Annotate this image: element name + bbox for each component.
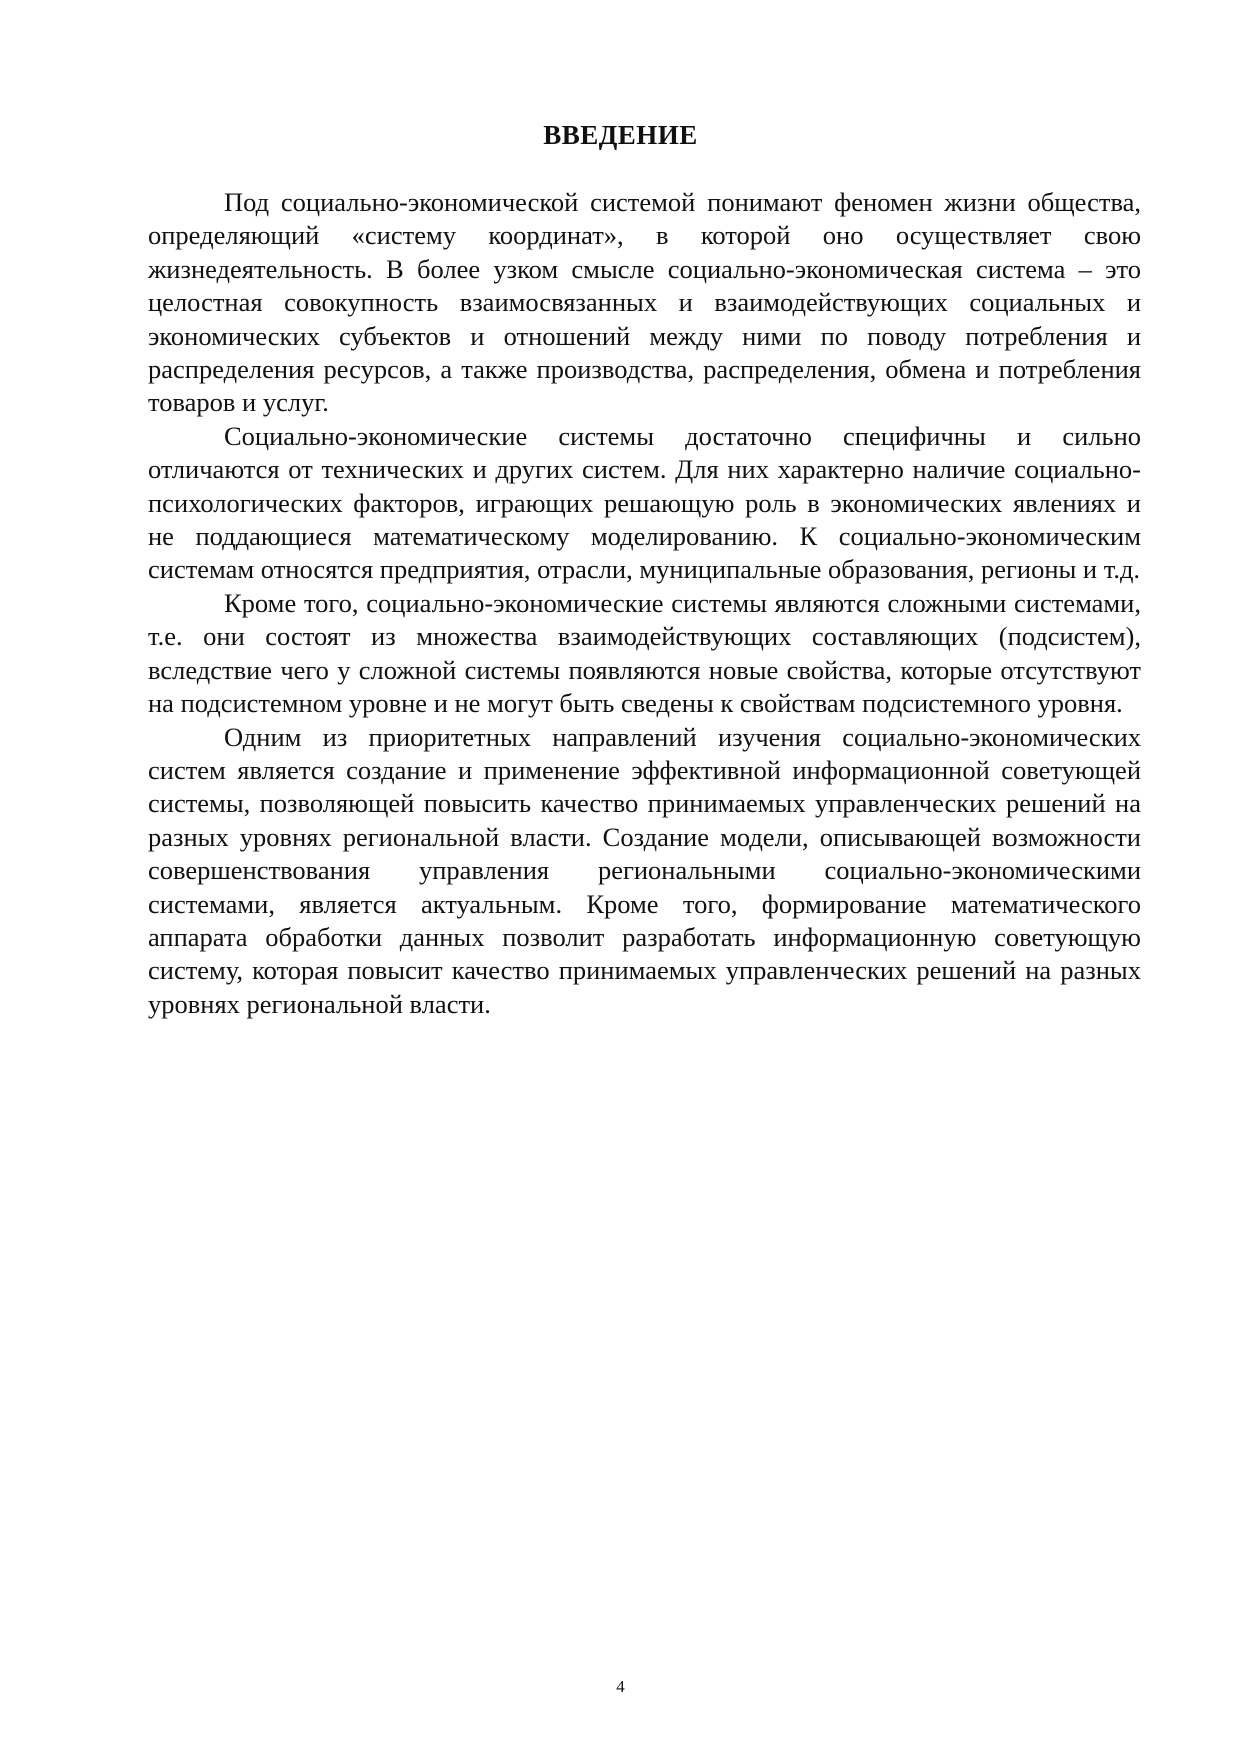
paragraph-4: Одним из приоритетных направлений изучения социально-экономических систем является создание и применение эффективной информационной советующей системы, позволяющей повысить качество принимаемых управленческих решений на разных уровнях региональной власти. Создание модели, описывающей возможности совершенствования управления региональными социально-экономическими системами, является актуальным. Кроме того, формирование математического аппарата обработки данных позволит разработать информационную советующую систему, которая повысит качество принимаемых управленческих решений на разных уровнях региональной власти. (148, 721, 1141, 1019)
paragraph-3: Кроме того, социально-экономические системы являются сложными системами, т.е. они состоят из множества взаимодействующих составляющих (подсистем), вследствие чего у сложной системы появляются новые свойства, которые отсутствуют на подсистемном уровне и не могут быть сведены к свойствам подсистемного уровня. (148, 587, 1141, 719)
page-number: 4 (616, 1677, 625, 1696)
paragraph-2: Социально-экономические системы достаточно специфичны и сильно отличаются от технических и других систем. Для них характерно наличие социально-психологических факторов, играющих решающую роль в экономических явлениях и не поддающиеся математическому моделированию. К социально-экономическим системам относятся предприятия, отрасли, муниципальные образования, регионы и т.д. (148, 420, 1141, 585)
body-text (148, 186, 1141, 1021)
page-title: ВВЕДЕНИЕ (543, 120, 698, 150)
paragraph-1: Под социально-экономической системой понимают феномен жизни общества, определяющий «систему координат», в которой оно осуществляет свою жизнедеятельность. В более узком смысле социально-экономическая система – это целостная совокупность взаимосвязанных и взаимодействующих социальных и экономических субъектов и отношений между ними по поводу потребления и распределения ресурсов, а также производства, распределения, обмена и потребления товаров и услуг. (148, 187, 1141, 418)
